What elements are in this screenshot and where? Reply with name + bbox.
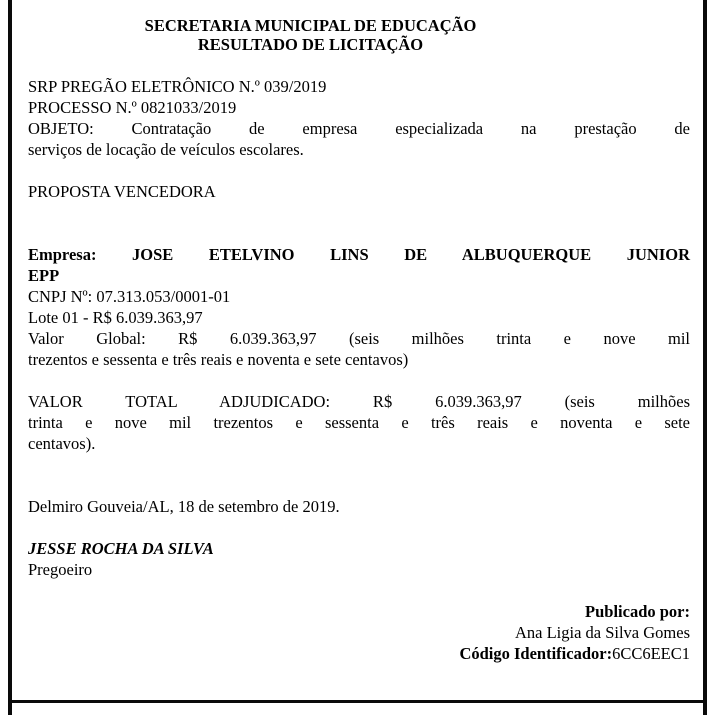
signature-block — [28, 538, 690, 580]
empresa-line-1: Empresa: JOSE ETELVINO LINS DE ALBUQUERQUE JUNIOR — [28, 245, 690, 264]
lote-line: Lote 01 - R$ 6.039.363,97 — [28, 308, 203, 327]
title-line-2: RESULTADO DE LICITAÇÃO — [197, 35, 424, 54]
valor-total-paragraph — [28, 391, 690, 454]
valor-global-line-1: Valor Global: R$ 6.039.363,97 (seis milhões trinta e nove mil — [28, 329, 690, 348]
published-by-name: Ana Ligia da Silva Gomes — [514, 623, 690, 642]
empresa-line-2: EPP — [28, 266, 60, 285]
document-content — [28, 16, 690, 664]
identifier-value: 6CC6EEC1 — [612, 644, 690, 663]
cnpj-line: CNPJ Nº: 07.313.053/0001-01 — [28, 287, 231, 306]
objeto-paragraph — [28, 118, 690, 160]
identifier-label: Código Identificador: — [459, 644, 613, 663]
dateline: Delmiro Gouveia/AL, 18 de setembro de 2019. — [28, 497, 340, 516]
objeto-line-2: serviços de locação de veículos escolares. — [28, 140, 304, 159]
empresa-paragraph — [28, 244, 690, 286]
proposta-heading: PROPOSTA VENCEDORA — [28, 182, 216, 201]
right-border-rule — [703, 0, 707, 715]
bottom-border-rule — [8, 700, 707, 703]
identifier-line — [28, 643, 690, 664]
valor-total-line-1: VALOR TOTAL ADJUDICADO: R$ 6.039.363,97 (seis milhões — [28, 392, 690, 411]
pregao-number-line: SRP PREGÃO ELETRÔNICO N.º 039/2019 — [28, 77, 327, 96]
publication-footer — [28, 601, 690, 664]
document-title — [28, 16, 593, 54]
valor-total-line-2: trinta e nove mil trezentos e sessenta e três reais e noventa e sete — [28, 413, 690, 432]
signer-role: Pregoeiro — [28, 560, 93, 579]
valor-global-line-2: trezentos e sessenta e três reais e noventa e sete centavos) — [28, 350, 409, 369]
valor-global-paragraph — [28, 328, 690, 370]
title-line-1: SECRETARIA MUNICIPAL DE EDUCAÇÃO — [144, 16, 477, 35]
published-by-label: Publicado por: — [585, 602, 690, 621]
left-border-rule — [8, 0, 12, 715]
process-info-block — [28, 76, 690, 160]
objeto-line-1: OBJETO: Contratação de empresa especializada na prestação de — [28, 119, 690, 138]
valor-total-line-3: centavos). — [28, 434, 96, 453]
signer-name: JESSE ROCHA DA SILVA — [28, 539, 214, 558]
processo-number-line: PROCESSO N.º 0821033/2019 — [28, 98, 237, 117]
winner-details-block — [28, 244, 690, 370]
